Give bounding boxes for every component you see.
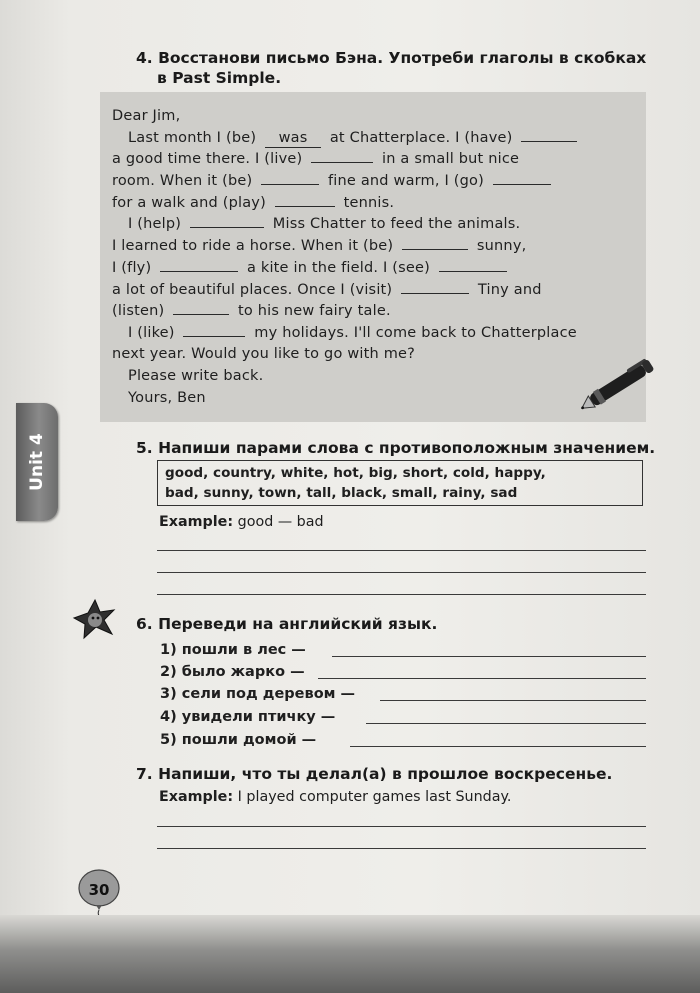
exercise-6-title-text: Переведи на английский язык. xyxy=(158,615,438,633)
letter-text: Tiny and xyxy=(477,282,542,298)
answer-line[interactable] xyxy=(157,848,646,849)
letter-line-9 xyxy=(112,279,542,300)
letter-line-7 xyxy=(112,235,526,256)
pen-icon xyxy=(572,352,672,412)
answer-blank[interactable] xyxy=(402,235,468,250)
letter-text: Last month I (be) xyxy=(128,130,257,146)
answer-line[interactable] xyxy=(157,550,646,551)
exercise-7-title xyxy=(136,764,612,785)
letter-text: (listen) xyxy=(112,303,165,319)
letter-text: to his new fairy tale. xyxy=(237,303,391,319)
answer-line[interactable] xyxy=(157,826,646,827)
answer-blank[interactable] xyxy=(493,170,551,185)
letter-line-2 xyxy=(128,127,581,148)
translate-item-2: 2) было жарко — xyxy=(160,664,305,680)
answer-blank[interactable] xyxy=(311,148,373,163)
word-bank-box xyxy=(157,460,643,506)
unit-tab-label: Unit 4 xyxy=(27,433,47,491)
answer-blank[interactable] xyxy=(439,257,507,272)
answer-blank[interactable] xyxy=(183,322,245,337)
page-bottom-shadow xyxy=(0,915,700,993)
example-label: Example: xyxy=(159,789,234,805)
letter-text: fine and warm, I (go) xyxy=(327,173,484,189)
translate-item-5: 5) пошли домой — xyxy=(160,732,317,748)
exercise-4-title xyxy=(136,48,646,69)
letter-greeting: Dear Jim, xyxy=(112,108,181,124)
letter-line-10 xyxy=(112,300,391,321)
word-bank-line-2: bad, sunny, town, tall, black, small, rainy, sad xyxy=(165,485,518,501)
answer-blank[interactable] xyxy=(160,257,238,272)
answer-blank[interactable] xyxy=(521,127,577,142)
letter-text: a kite in the field. I (see) xyxy=(246,260,431,276)
letter-line-11 xyxy=(128,322,577,343)
letter-text: a good time there. I (live) xyxy=(112,151,303,167)
letter-text: my holidays. I'll come back to Chatterplace xyxy=(254,325,577,341)
translate-item-4: 4) увидели птичку — xyxy=(160,709,336,725)
exercise-4-title-line2: в Past Simple. xyxy=(157,69,282,87)
answer-line[interactable] xyxy=(366,723,646,724)
exercise-5-title-text: Напиши парами слова с противоположным значением. xyxy=(158,439,656,457)
letter-line-6 xyxy=(128,213,520,234)
letter-line-3 xyxy=(112,148,519,169)
answer-blank[interactable] xyxy=(401,279,469,294)
letter-line-4 xyxy=(112,170,555,191)
answer-line[interactable] xyxy=(318,678,646,679)
answer-line[interactable] xyxy=(350,746,646,747)
answer-line[interactable] xyxy=(332,656,646,657)
exercise-7-number: 7. xyxy=(136,765,153,783)
example-text: good — bad xyxy=(237,514,324,530)
letter-signature: Yours, Ben xyxy=(128,390,206,406)
letter-text: I (like) xyxy=(128,325,175,341)
letter-text: Miss Chatter to feed the animals. xyxy=(272,216,521,232)
exercise-4-title-line1: Восстанови письмо Бэна. Употреби глаголы в скобках xyxy=(158,49,647,67)
letter-text: for a walk and (play) xyxy=(112,195,266,211)
answer-blank-filled[interactable]: was xyxy=(265,130,321,148)
letter-text: room. When it (be) xyxy=(112,173,253,189)
example-text: I played computer games last Sunday. xyxy=(237,789,512,805)
answer-line[interactable] xyxy=(157,594,646,595)
answer-blank[interactable] xyxy=(173,300,229,315)
star-icon xyxy=(72,598,118,640)
letter-line-5 xyxy=(112,192,394,213)
letter-line-12: next year. Would you like to go with me? xyxy=(112,346,416,362)
letter-text: I learned to ride a horse. When it (be) xyxy=(112,238,394,254)
answer-blank[interactable] xyxy=(275,192,335,207)
example-label: Example: xyxy=(159,514,234,530)
answer-blank[interactable] xyxy=(190,213,264,228)
letter-line-13: Please write back. xyxy=(128,368,264,384)
letter-text: tennis. xyxy=(343,195,395,211)
exercise-5-number: 5. xyxy=(136,439,153,457)
letter-text: a lot of beautiful places. Once I (visit) xyxy=(112,282,393,298)
translate-item-3: 3) сели под деревом — xyxy=(160,686,356,702)
letter-text: sunny, xyxy=(476,238,527,254)
answer-blank[interactable] xyxy=(261,170,319,185)
letter-text: I (fly) xyxy=(112,260,152,276)
page-number: 30 xyxy=(88,881,110,899)
exercise-7-example xyxy=(159,787,511,807)
answer-line[interactable] xyxy=(380,700,646,701)
exercise-6-number: 6. xyxy=(136,615,153,633)
exercise-5-title xyxy=(136,438,655,459)
exercise-7-title-text: Напиши, что ты делал(а) в прошлое воскресенье. xyxy=(158,765,613,783)
exercise-4-number: 4. xyxy=(136,49,153,67)
translate-item-1: 1) пошли в лес — xyxy=(160,642,306,658)
letter-line-8 xyxy=(112,257,511,278)
answer-line[interactable] xyxy=(157,572,646,573)
exercise-6-title xyxy=(136,614,437,635)
exercise-5-example xyxy=(159,512,324,532)
letter-text: I (help) xyxy=(128,216,182,232)
unit-side-tab xyxy=(16,403,58,521)
letter-text: in a small but nice xyxy=(382,151,520,167)
word-bank-line-1: good, country, white, hot, big, short, cold, happy, xyxy=(165,465,546,481)
letter-text: at Chatterplace. I (have) xyxy=(329,130,513,146)
